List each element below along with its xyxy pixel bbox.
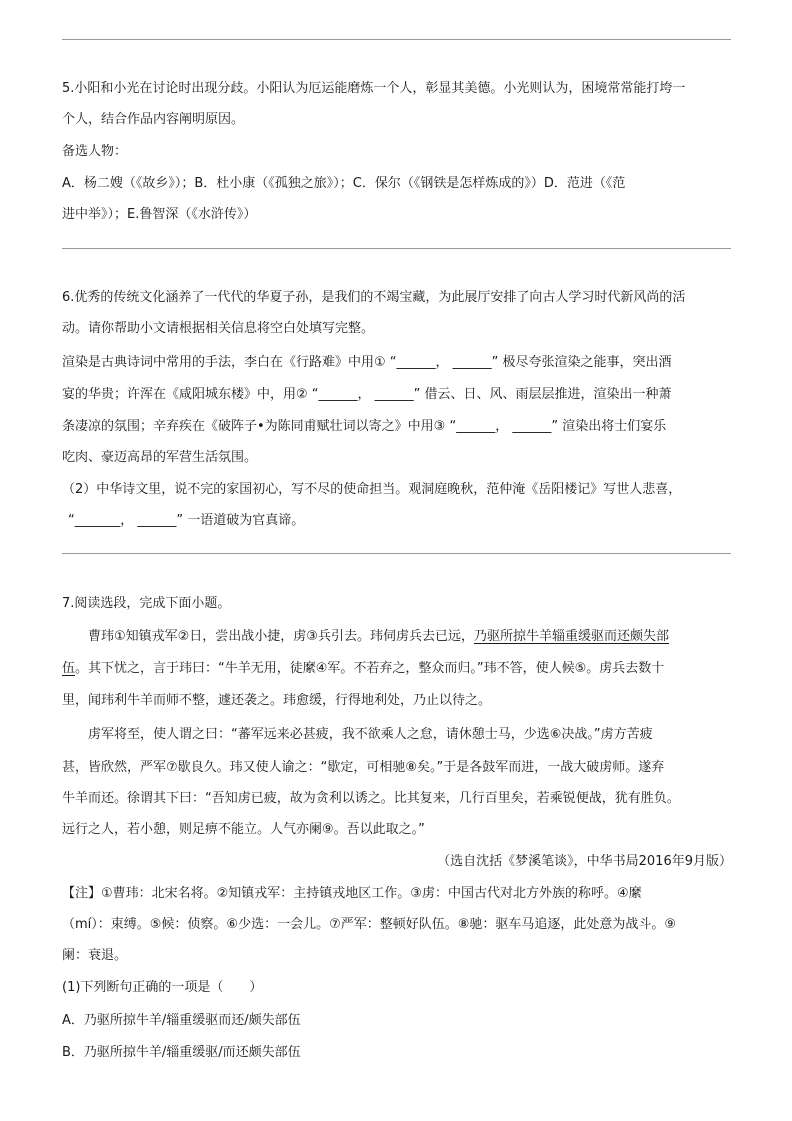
q6-stem-line-2: 动。请你帮助小文请根据相关信息将空白处填写完整。	[62, 321, 375, 336]
passage-text: 曹玮①知镇戎军②日，尝出战小捷，虏③兵引去。玮伺虏兵去已远，	[88, 629, 474, 644]
q7-source: （选自沈括《梦溪笔谈》，中华书局2016年9月版）	[437, 854, 732, 869]
q7-instruction: 7.阅读选段，完成下面小题。	[62, 596, 231, 611]
q7-passage-p2-line-4: 远行之人，若小憩，则足痹不能立。人气亦阑⑨。吾以此取之。”	[62, 822, 425, 837]
q5-stem-line-2: 个人，结合作品内容阐明原因。	[62, 112, 245, 127]
q5-candidates-label: 备选人物：	[62, 144, 128, 159]
q5-stem-line-1: 5.小阳和小光在讨论时出现分歧。小阳认为厄运能磨炼一个人，彰显其美德。小光则认为，困境常常能打垮一	[62, 81, 686, 96]
q7-passage-p2-line-2: 甚，皆欣然，严军⑦歇良久。玮又使人谕之：“歇定，可相驰⑧矣。”于是各鼓军而进，一战大破虏师。遂弃	[62, 760, 665, 775]
q6-part2-line-2: “_______， ______” 一语道破为官真谛。	[68, 513, 305, 528]
q7-option-b: B．乃驱所掠牛羊/辎重缓驱/而还颇失部伍	[62, 1045, 301, 1060]
q7-subquestion-1: (1)下列断句正确的一项是（ ）	[62, 980, 263, 995]
q7-passage-p1-line-1	[88, 627, 669, 647]
divider-q6-q7	[62, 553, 731, 554]
q6-fill-line-2: 宴的华贵；许浑在《咸阳城东楼》中，用② “______， ______” 借云、日、风、雨层层推进，渲染出一种萧	[62, 387, 672, 402]
q7-option-a: A．乃驱所掠牛羊/辎重缓驱而还/颇失部伍	[62, 1013, 301, 1028]
divider-q5-q6	[62, 248, 731, 249]
q5-options-line-2: 进中举》）；E.鲁智深（《水浒传》）	[62, 207, 257, 222]
q5-options-line-1: A．杨二嫂（《故乡》）；B．杜小康（《孤独之旅》）；C．保尔（《钢铁是怎样炼成的》）D．范进（《范	[62, 176, 626, 191]
q6-fill-line-1: 渲染是古典诗词中常用的手法，李白在《行路难》中用① “______， ______” 极尽夸张渲染之能事，突出酒	[62, 355, 672, 370]
underlined-sentence: 乃驱所掠牛羊辎重缓驱而还颇失部	[473, 629, 669, 644]
q7-notes-line-2: （mí）：束缚。⑤候：侦察。⑥少选：一会儿。⑦严军：整顿好队伍。⑧驰：驱车马追逐，此处意为战斗。⑨	[62, 917, 677, 932]
q6-fill-line-3: 条凄凉的氛围；辛弃疾在《破阵子•为陈同甫赋壮词以寄之》中用③ “______， ______” 渲染出将士们宴乐	[62, 419, 667, 434]
q7-notes-line-3: 阑：衰退。	[62, 948, 128, 963]
q7-passage-p2-line-3: 牛羊而还。徐谓其下曰：“吾知虏已疲，故为贪利以诱之。比其复来，几行百里矣，若乘锐便战，犹有胜负。	[62, 791, 680, 806]
q7-notes-line-1: 【注】①曹玮：北宋名将。②知镇戎军：主持镇戎地区工作。③虏：中国古代对北方外族的称呼。④縻	[62, 886, 642, 901]
q7-passage-p2-line-1: 虏军将至，使人谓之曰：“蕃军远来必甚疲，我不欲乘人之怠，请休憩士马，少选⑥决战。”虏方苦疲	[88, 727, 653, 742]
q6-fill-line-4: 吃肉、豪迈高昂的军营生活氛围。	[62, 450, 258, 465]
q7-passage-p1-line-2	[62, 659, 664, 679]
underlined-sentence-end: 伍	[62, 661, 76, 676]
q6-stem-line-1: 6.优秀的传统文化涵养了一代代的华夏子孙，是我们的不竭宝藏，为此展厅安排了向古人学习时代新风尚的活	[62, 290, 686, 305]
passage-text: 。其下忧之，言于玮曰：“牛羊无用，徒縻④军。不若弃之，整众而归。”玮不答，使人候⑤。虏兵去数十	[75, 661, 665, 676]
q6-part2-line-1: （2）中华诗文里，说不完的家国初心，写不尽的使命担当。观洞庭晚秋，范仲淹《岳阳楼记》写世人悲喜，	[62, 482, 682, 497]
q7-passage-p1-line-3: 里，闻玮利牛羊而师不整，遽还袭之。玮愈缓，行得地利处，乃止以待之。	[62, 693, 492, 708]
divider-top	[62, 39, 731, 40]
